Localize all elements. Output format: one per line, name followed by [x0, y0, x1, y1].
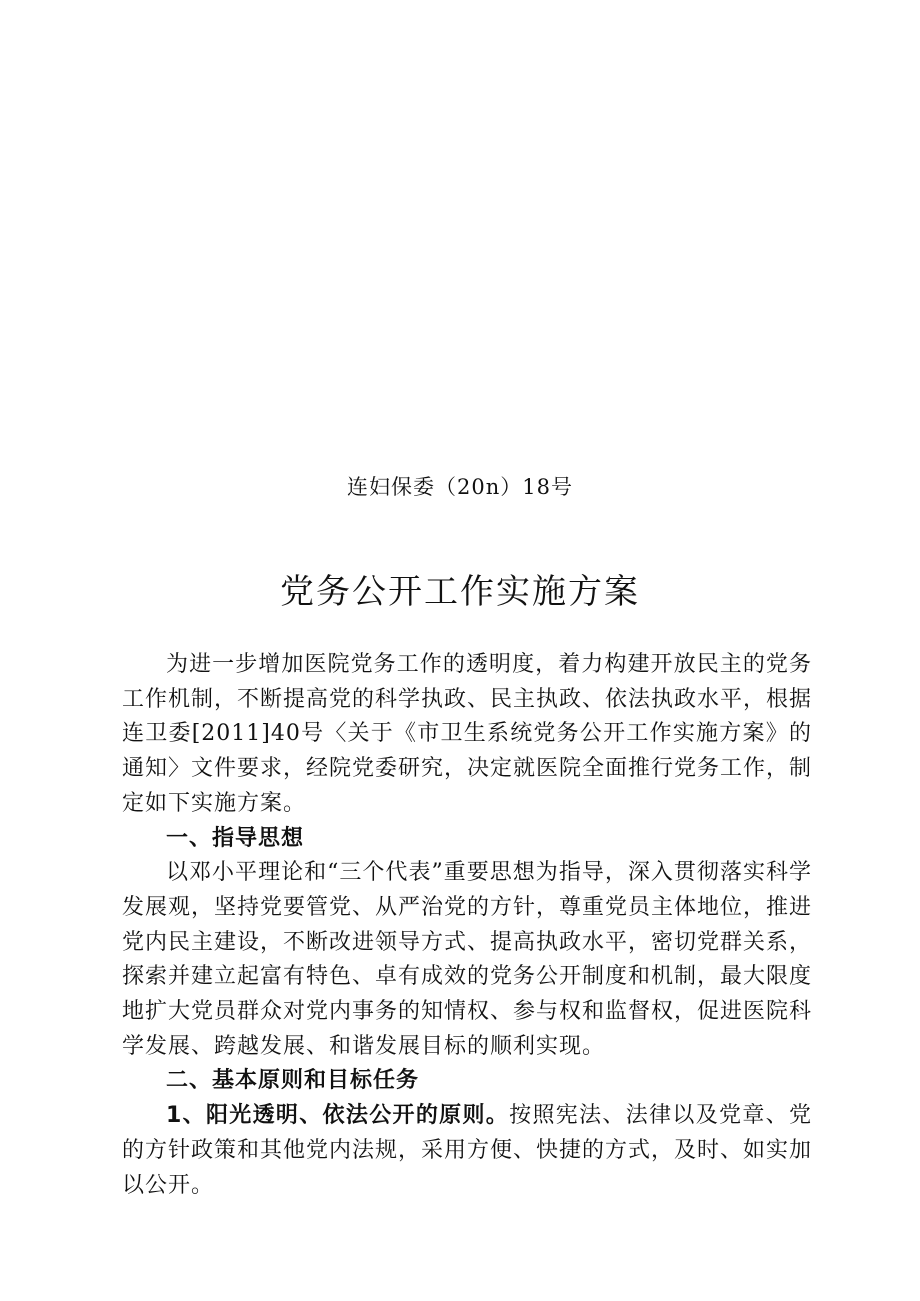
section-heading-principles-and-tasks: 二、基本原则和目标任务: [166, 1068, 420, 1094]
document-body: [122, 648, 812, 1203]
principle-1-paragraph: [122, 1099, 812, 1203]
section-heading-guiding-ideology: 一、指导思想: [166, 825, 305, 851]
document-title: 党务公开工作实施方案: [280, 572, 640, 612]
guiding-ideology-paragraph: 以邓小平理论和“三个代表”重要思想为指导，深入贯彻落实科学发展观，坚持党要管党、从严治党的方针，尊重党员主体地位，推进党内民主建设，不断改进领导方式、提高执政水平，密切党群关系，探索并建立起富有特色、卓有成效的党务公开制度和机制，最大限度地扩大党员群众对党内事务的知情权、参与权和监督权，促进医院科学发展、跨越发展、和谐发展目标的顺利实现。: [122, 860, 813, 1059]
document-number: 连妇保委（20n）18号: [347, 475, 573, 499]
principle-1-text: 按照宪法、法律以及党章、党的方针政策和其他党内法规，采用方便、快捷的方式，及时、如实加以公开。: [122, 1103, 813, 1198]
principle-1-lead: 1、阳光透明、依法公开的原则。: [166, 1103, 510, 1129]
intro-paragraph: 为进一步增加医院党务工作的透明度，着力构建开放民主的党务工作机制，不断提高党的科学执政、民主执政、依法执政水平，根据连卫委[2011]40号〈关于《市卫生系统党务公开工作实施方案》的通知〉文件要求，经院党委研究，决定就医院全面推行党务工作，制定如下实施方案。: [122, 652, 813, 816]
